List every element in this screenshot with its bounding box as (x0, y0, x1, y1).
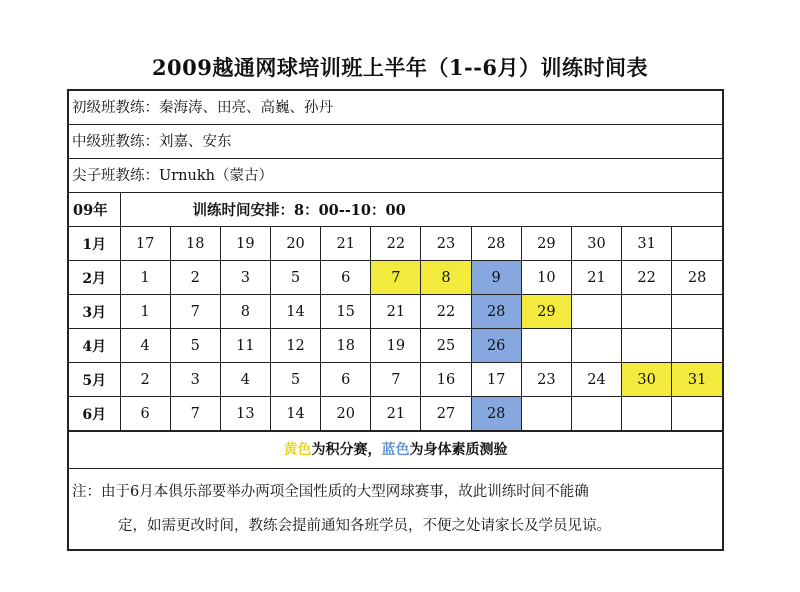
day-cell: 1 (120, 295, 170, 329)
day-cell: 27 (421, 397, 471, 431)
day-cell (622, 295, 672, 329)
day-cell (672, 227, 722, 261)
day-cell: 30 (571, 227, 621, 261)
table-row (69, 329, 722, 363)
day-cell: 16 (421, 363, 471, 397)
day-cell: 1 (120, 261, 170, 295)
day-cell: 22 (371, 227, 421, 261)
day-cell: 5 (270, 261, 320, 295)
day-cell: 31 (672, 363, 722, 397)
day-cell: 25 (421, 329, 471, 363)
day-cell: 13 (220, 397, 270, 431)
day-cell: 14 (270, 295, 320, 329)
day-cell: 6 (321, 261, 371, 295)
day-cell: 9 (471, 261, 521, 295)
day-cell: 28 (471, 397, 521, 431)
day-cell: 20 (270, 227, 320, 261)
month-label: 1月 (69, 227, 120, 261)
table-row (69, 397, 722, 431)
day-cell (672, 295, 722, 329)
day-cell: 21 (321, 227, 371, 261)
legend-blue-text: 为身体素质测验 (409, 442, 508, 458)
day-cell (571, 329, 621, 363)
day-cell (521, 397, 571, 431)
month-label: 5月 (69, 363, 120, 397)
note-line-2: 定，如需更改时间，教练会提前通知各班学员，不便之处请家长及学员见谅。 (118, 518, 611, 534)
day-cell: 2 (170, 261, 220, 295)
day-cell: 3 (170, 363, 220, 397)
day-cell: 29 (521, 227, 571, 261)
day-cell (571, 397, 621, 431)
day-cell: 5 (170, 329, 220, 363)
day-cell: 22 (622, 261, 672, 295)
day-cell: 12 (270, 329, 320, 363)
color-legend (69, 431, 722, 468)
table-row (69, 363, 722, 397)
month-label: 3月 (69, 295, 120, 329)
day-cell: 26 (471, 329, 521, 363)
table-header-row (69, 193, 722, 227)
day-cell: 14 (270, 397, 320, 431)
day-cell: 2 (120, 363, 170, 397)
coach-row-beginner: 初级班教练：秦海涛、田亮、高巍、孙丹 (69, 91, 722, 125)
day-cell: 19 (371, 329, 421, 363)
day-cell: 3 (220, 261, 270, 295)
day-cell: 10 (521, 261, 571, 295)
legend-blue-word: 蓝色 (381, 442, 410, 458)
note-line-1: 注：由于6月本俱乐部要举办两项全国性质的大型网球赛事，故此训练时间不能确 (72, 484, 589, 500)
table-row (69, 261, 722, 295)
schedule-time: 训练时间安排：8：00--10：00 (120, 193, 722, 227)
day-cell: 21 (371, 295, 421, 329)
schedule-sheet (67, 89, 724, 551)
day-cell: 31 (622, 227, 672, 261)
day-cell: 15 (321, 295, 371, 329)
day-cell: 4 (120, 329, 170, 363)
legend-yellow-text: 为积分赛， (311, 442, 382, 458)
day-cell: 18 (321, 329, 371, 363)
month-label: 4月 (69, 329, 120, 363)
day-cell: 4 (220, 363, 270, 397)
day-cell: 18 (170, 227, 220, 261)
day-cell: 28 (672, 261, 722, 295)
day-cell: 28 (471, 227, 521, 261)
day-cell: 6 (321, 363, 371, 397)
schedule-table (69, 193, 722, 431)
day-cell: 5 (270, 363, 320, 397)
day-cell (672, 397, 722, 431)
legend-yellow-word: 黄色 (283, 442, 312, 458)
day-cell (571, 295, 621, 329)
day-cell: 28 (471, 295, 521, 329)
day-cell: 17 (471, 363, 521, 397)
day-cell: 7 (371, 261, 421, 295)
day-cell: 29 (521, 295, 571, 329)
day-cell: 7 (170, 397, 220, 431)
day-cell: 20 (321, 397, 371, 431)
day-cell: 7 (371, 363, 421, 397)
month-label: 6月 (69, 397, 120, 431)
day-cell: 30 (622, 363, 672, 397)
day-cell: 7 (170, 295, 220, 329)
day-cell: 8 (421, 261, 471, 295)
day-cell: 24 (571, 363, 621, 397)
day-cell (521, 329, 571, 363)
note (69, 468, 722, 549)
day-cell: 11 (220, 329, 270, 363)
day-cell: 22 (421, 295, 471, 329)
day-cell: 23 (521, 363, 571, 397)
day-cell: 21 (371, 397, 421, 431)
coach-row-intermediate: 中级班教练：刘嘉、安东 (69, 125, 722, 159)
month-label: 2月 (69, 261, 120, 295)
day-cell (622, 329, 672, 363)
day-cell: 6 (120, 397, 170, 431)
day-cell: 17 (120, 227, 170, 261)
day-cell: 21 (571, 261, 621, 295)
table-row (69, 227, 722, 261)
day-cell (672, 329, 722, 363)
day-cell: 23 (421, 227, 471, 261)
day-cell: 19 (220, 227, 270, 261)
coach-row-advanced: 尖子班教练：Urnukh（蒙古） (69, 159, 722, 193)
day-cell (622, 397, 672, 431)
day-cell: 8 (220, 295, 270, 329)
page-title: 2009越通网球培训班上半年（1--6月）训练时间表 (151, 55, 649, 80)
year-label: 09年 (69, 193, 120, 227)
table-row (69, 295, 722, 329)
